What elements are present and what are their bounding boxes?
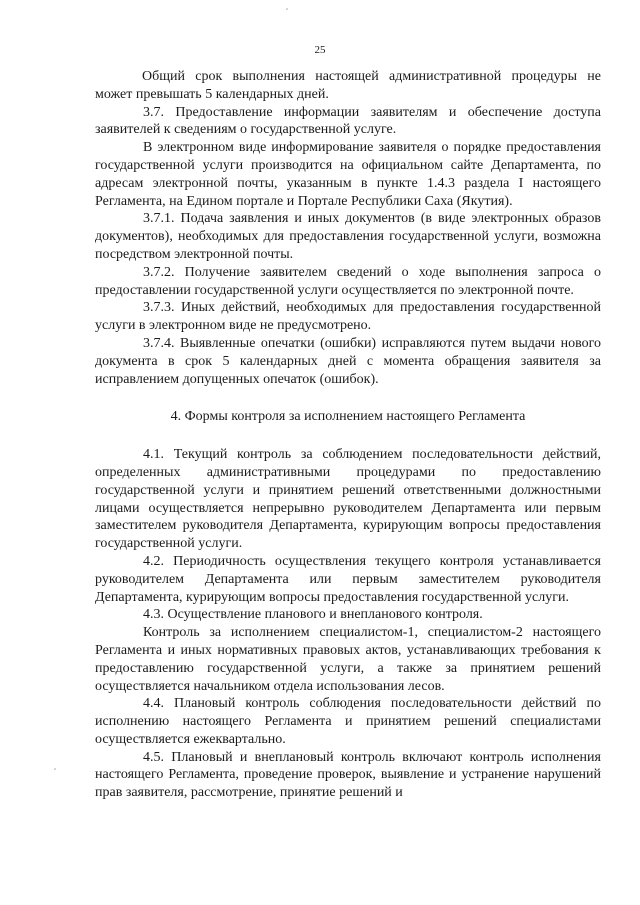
paragraph-4-4: 4.4. Плановый контроль соблюдения последовательности действий по исполнению настоящего Регламента и принятием решений специалистами осуществляется ежеквартально. [95, 696, 601, 747]
paragraph-procedure-term: Общий срок выполнения настоящей административной процедуры не может превышать 5 календарных дней. [95, 69, 601, 102]
paragraph-3-7: 3.7. Предоставление информации заявителям и обеспечение доступа заявителей к сведениям о государственной услуге. [95, 104, 601, 138]
paragraph-3-7-2: 3.7.2. Получение заявителем сведений о ходе выполнения запроса о предоставлении государственной услуги осуществляется по электронной почте. [95, 264, 601, 298]
document-body [95, 68, 601, 802]
paragraph-3-7-4: 3.7.4. Выявленные опечатки (ошибки) исправляются путем выдачи нового документа в срок 5 календарных дней с момента обращения заявителя за исправлением допущенных опечаток (ошибок). [95, 335, 601, 387]
paragraph-4-5: 4.5. Плановый и внеплановый контроль включают контроль исполнения настоящего Регламента, проведение проверок, выявление и устранение нарушений прав заявителя, рассмотрение, принятие решений и [95, 749, 601, 801]
paragraph-4-1: 4.1. Текущий контроль за соблюдением последовательности действий, определенных административными процедурами по предоставлению государственной услуги и принятием решений ответственными должностными лицами осуществляется непрерывно руководителем Департамента или первым заместителем руководителя Департамента, курирующим вопросы предоставления государственной услуги. [95, 447, 601, 552]
paragraph-electronic-info: В электронном виде информирование заявителя о порядке предоставления государственной услуги производится на официальном сайте Департамента, по адресам электронной почты, указанным в пункте 1.4.3 раздела I настоящего Регламента, на Едином портале и Портале Республики Саха (Якутия). [95, 140, 601, 209]
paragraph-3-7-3: 3.7.3. Иных действий, необходимых для предоставления государственной услуги в электронном виде не предусмотрено. [95, 300, 601, 334]
paragraph-4-3: 4.3. Осуществление планового и внепланового контроля. [143, 607, 483, 623]
paragraph-4-2: 4.2. Периодичность осуществления текущего контроля устанавливается руководителем Департамента или первым заместителем руководителя Департамента, курирующим вопросы предоставления государственной услуги. [95, 553, 601, 605]
page-number: 25 [314, 44, 326, 56]
section-heading-4: 4. Формы контроля за исполнением настоящего Регламента [170, 409, 526, 425]
scan-artifact [54, 768, 56, 770]
paragraph-control-performers: Контроль за исполнением специалистом-1, специалистом-2 настоящего Регламента и иных нормативных правовых актов, устанавливающих требования к предоставлению государственной услуги, а также за принятием решений осуществляется начальником отдела использования лесов. [95, 625, 601, 694]
paragraph-3-7-1: 3.7.1. Подача заявления и иных документов (в виде электронных образов документов), необходимых для предоставления государственной услуги, возможна посредством электронной почты. [95, 211, 601, 262]
scan-artifact [286, 8, 288, 10]
